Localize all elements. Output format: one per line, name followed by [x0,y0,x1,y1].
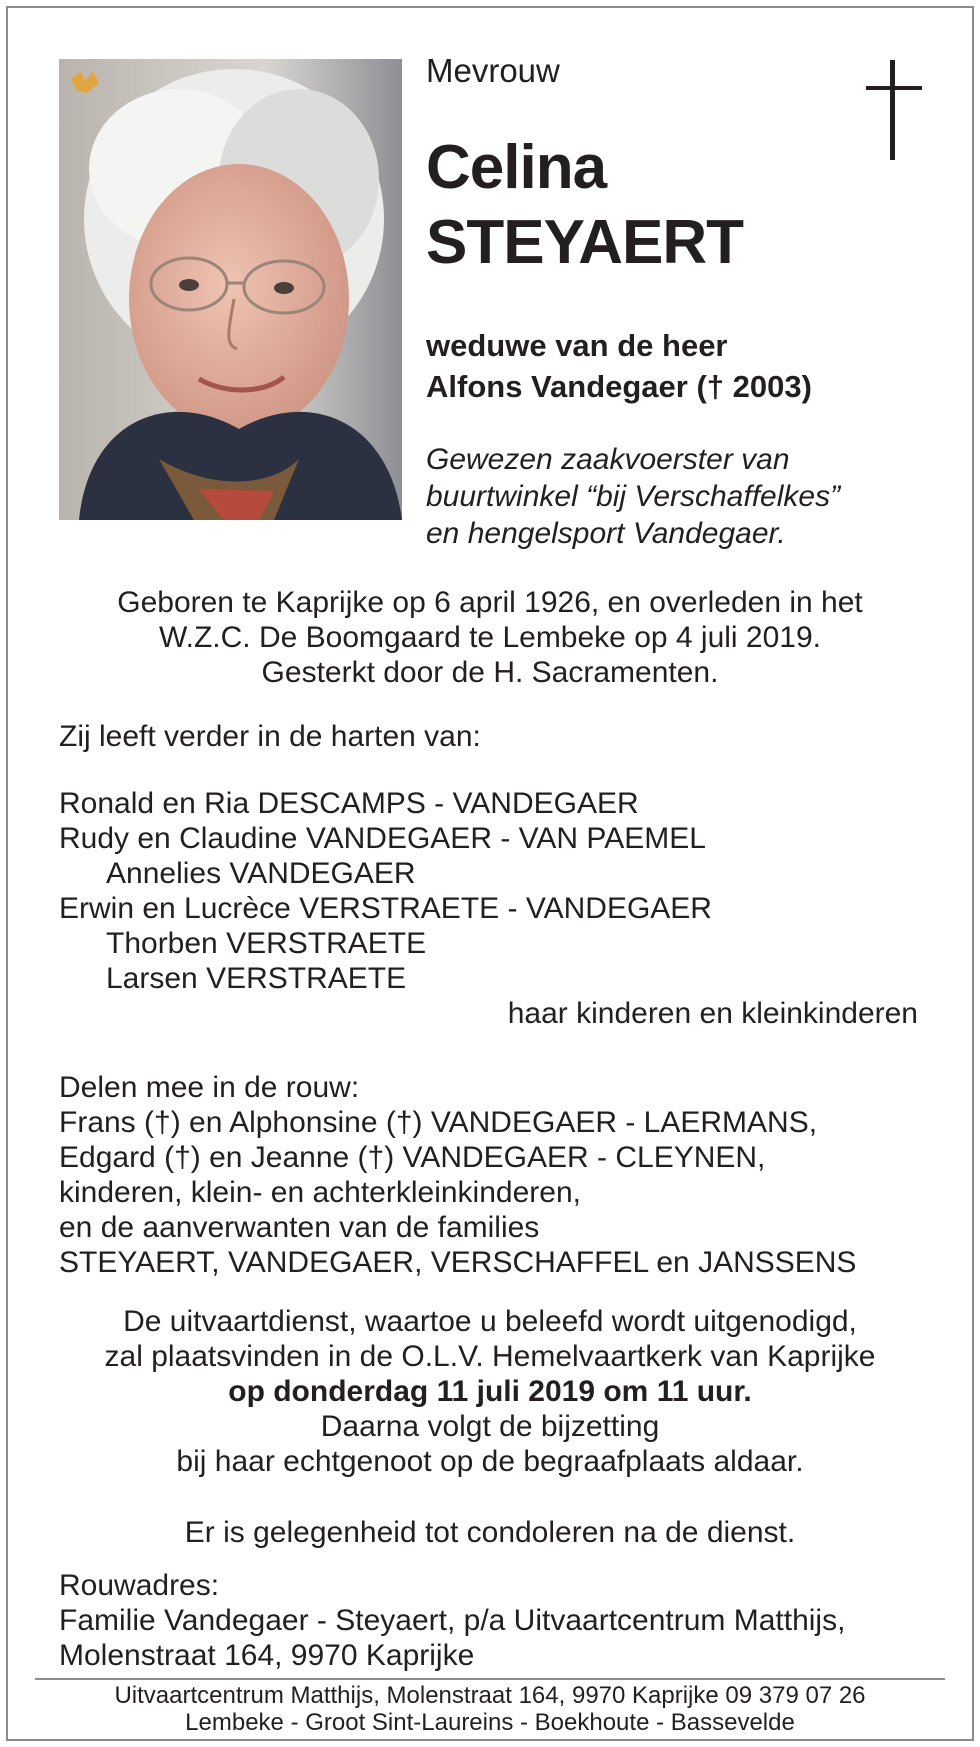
mourning-address [59,1568,845,1673]
occupation-line: en hengelsport Vandegaer. [426,517,786,550]
footer [0,1682,980,1736]
salutation: Mevrouw [426,52,560,89]
funeral-service [0,1304,980,1479]
text-line: Frans (†) en Alphonsine (†) VANDEGAER - LAERMANS, [59,1106,818,1139]
text-line: Geboren te Kaprijke op 6 april 1926, en overleden in het [117,586,863,619]
survivors-intro: Zij leeft verder in de harten van: [59,720,481,753]
list-item: Larsen VERSTRAETE [106,962,407,995]
footer-divider [35,1678,945,1680]
text-line: bij haar echtgenoot op de begraafplaats aldaar. [176,1445,804,1478]
mourners-list [59,1070,856,1280]
text-line: De uitvaartdienst, waartoe u beleefd wordt uitgenodigd, [123,1305,857,1338]
list-item: Rudy en Claudine VANDEGAER - VAN PAEMEL [59,822,706,855]
occupation-line: Gewezen zaakvoerster van [426,443,790,476]
text-line: STEYAERT, VANDEGAER, VERSCHAFFEL en JANSSENS [59,1246,857,1279]
text-line: zal plaatsvinden in de O.L.V. Hemelvaartkerk van Kaprijke [104,1340,876,1373]
list-item: Thorben VERSTRAETE [106,927,427,960]
portrait-photo [59,59,402,520]
survivors-caption: haar kinderen en kleinkinderen [507,997,918,1030]
spouse-line: weduwe van de heer [426,328,728,363]
survivors-list [59,786,712,996]
last-name: STEYAERT [426,208,744,277]
footer-line: Uitvaartcentrum Matthijs, Molenstraat 164, 9970 Kaprijke 09 379 07 26 [114,1682,866,1709]
first-name: Celina [426,133,607,202]
text-line: W.Z.C. De Boomgaard te Lembeke op 4 juli 2019. [158,621,822,654]
text-line: Delen mee in de rouw: [59,1071,360,1104]
occupation [426,441,840,552]
footer-line: Lembeke - Groot Sint-Laureins - Boekhoute - Bassevelde [185,1709,795,1736]
condolence-note: Er is gelegenheid tot condoleren na de dienst. [184,1516,796,1549]
birth-death-details [0,585,980,690]
spouse-name: Alfons Vandegaer († 2003) [426,369,812,404]
list-item: Erwin en Lucrèce VERSTRAETE - VANDEGAER [59,892,712,925]
occupation-line: buurtwinkel “bij Verschaffelkes” [426,480,841,513]
text-line: Daarna volgt de bijzetting [320,1410,660,1443]
text-line: kinderen, klein- en achterkleinkinderen, [59,1176,581,1209]
service-date: op donderdag 11 juli 2019 om 11 uur. [228,1375,752,1408]
address-heading: Rouwadres: [59,1569,220,1602]
list-item: Annelies VANDEGAER [106,857,416,890]
text-line: Molenstraat 164, 9970 Kaprijke [59,1639,475,1672]
cross-icon [866,60,922,160]
list-item: Ronald en Ria DESCAMPS - VANDEGAER [59,787,639,820]
text-line: Gesterkt door de H. Sacramenten. [261,656,719,689]
text-line: Familie Vandegaer - Steyaert, p/a Uitvaartcentrum Matthijs, [59,1604,846,1637]
text-line: en de aanverwanten van de families [59,1211,540,1244]
spouse-info [426,325,812,407]
text-line: Edgard (†) en Jeanne (†) VANDEGAER - CLEYNEN, [59,1141,766,1174]
